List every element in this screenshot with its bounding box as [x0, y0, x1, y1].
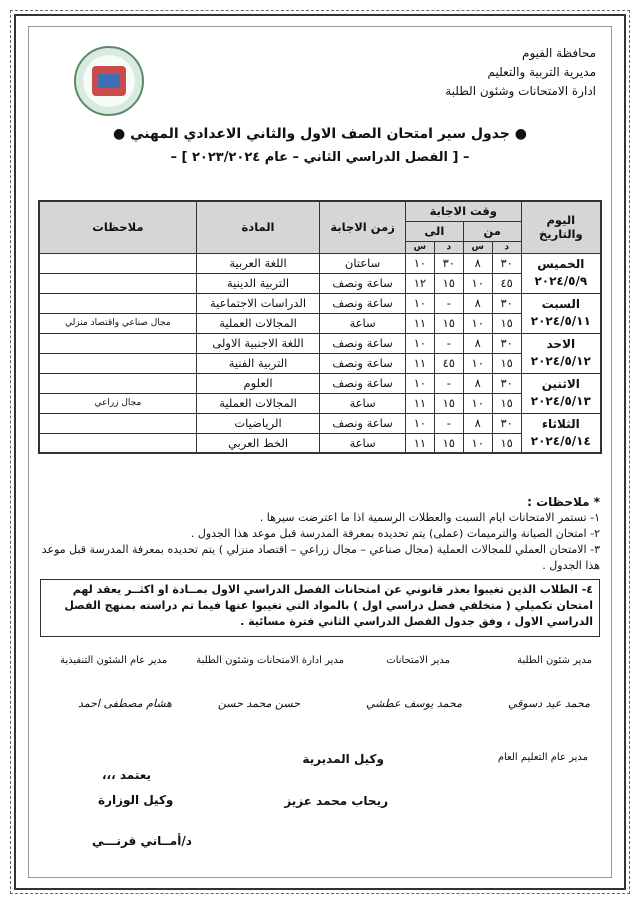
table-row [39, 413, 601, 433]
subject: الرياضيات [196, 413, 319, 433]
duration: ساعة [320, 313, 406, 333]
note: مجال صناعي واقتصاد منزلي [39, 313, 196, 333]
subject: الخط العربي [196, 433, 319, 453]
sig-title-ministry: وكيل الوزارة [98, 793, 174, 807]
day-name: الخميس [537, 257, 585, 271]
from-hours: ٨ [463, 293, 492, 313]
department-line: ادارة الامتحانات وشئون الطلبة [445, 84, 596, 98]
note [39, 333, 196, 353]
table-row [39, 293, 601, 313]
duration: ساعة ونصف [320, 333, 406, 353]
table-row [39, 433, 601, 453]
subject: المجالات العملية [196, 313, 319, 333]
sig-name-exams-admin: حسن محمد حسن [217, 697, 300, 710]
sig-name-ministry: د/أمــاني قرنـــي [92, 834, 192, 848]
note [39, 413, 196, 433]
sig-name-deputy: ريحاب محمد عزيز [284, 794, 388, 808]
table-row [39, 253, 601, 273]
from-minutes: ٣٠ [492, 373, 521, 393]
header-to: الى [405, 221, 463, 241]
from-hours: ٨ [463, 333, 492, 353]
to-minutes: ١٥ [434, 393, 463, 413]
sig-title-executive: مدير عام الشئون التنفيذية [60, 655, 168, 666]
header-from-hours: س [463, 241, 492, 253]
to-hours: ١٢ [405, 273, 434, 293]
sig-name-exams: محمد يوسف عطشي [365, 697, 462, 710]
duration: ساعة ونصف [320, 293, 406, 313]
boxed-note: ٤- الطلاب الذين تغيبوا بعذر قانوني عن امتحانات الفصل الدراسي الاول بمــادة او اكثــر يعقد لهم امتحان تكميلي ( متخلفي فصل دراسي اول ) بالمواد التي تغيبوا عنها فيما تم دراسته بمنهج الفصل الدراسي الاول ، وفق جدول الفصل الدراسي الثاني فترة مسائية . [40, 579, 600, 637]
day-date: ٢٠٢٤/٥/١٣ [530, 394, 591, 408]
governorate-line: محافظة الفيوم [522, 46, 596, 60]
from-minutes: ٤٥ [492, 273, 521, 293]
note [39, 253, 196, 273]
to-hours: ١٠ [405, 373, 434, 393]
document-title: ● جدول سير امتحان الصف الاول والثاني الاعدادي المهني ● [113, 126, 527, 142]
header-from: من [463, 221, 521, 241]
header-to-hours: س [405, 241, 434, 253]
subject: التربية الفنية [196, 353, 319, 373]
table-row [39, 313, 601, 333]
day-cell [521, 293, 601, 333]
header-answer-time: وقت الاجابة [405, 201, 521, 221]
day-date: ٢٠٢٤/٥/٩ [534, 274, 588, 288]
to-hours: ١١ [405, 393, 434, 413]
from-minutes: ٣٠ [492, 333, 521, 353]
table-row [39, 273, 601, 293]
to-hours: ١١ [405, 433, 434, 453]
from-hours: ١٠ [463, 313, 492, 333]
duration: ساعة [320, 433, 406, 453]
day-name: السبت [541, 297, 581, 311]
table-row [39, 373, 601, 393]
to-minutes: - [434, 293, 463, 313]
day-date: ٢٠٢٤/٥/١٢ [530, 354, 591, 368]
from-minutes: ١٥ [492, 433, 521, 453]
day-name: الاثنين [541, 377, 580, 391]
table-row [39, 333, 601, 353]
duration: ساعة [320, 393, 406, 413]
from-hours: ٨ [463, 373, 492, 393]
sig-title-student-affairs: مدير شئون الطلبة [517, 655, 592, 666]
note [39, 353, 196, 373]
day-name: الثلاثاء [541, 416, 580, 431]
sig-title-general-education: مدير عام التعليم العام [497, 752, 588, 763]
from-minutes: ١٥ [492, 393, 521, 413]
from-minutes: ١٥ [492, 353, 521, 373]
exam-schedule-table [38, 200, 602, 454]
to-minutes: - [434, 373, 463, 393]
header-notes: ملاحظات [39, 201, 196, 253]
duration: ساعة ونصف [320, 273, 406, 293]
to-minutes: ٣٠ [434, 253, 463, 273]
sig-title-deputy: وكيل المديرية [302, 752, 384, 766]
note-item: ٣- الامتحان العملي للمجالات العملية (مجال صناعي – مجال زراعي – اقتصاد منزلي ) يتم تحديده بمعرفة المدرسة قبل موعد هذا الجدول . [41, 543, 600, 572]
duration: ساعة ونصف [320, 373, 406, 393]
from-hours: ١٠ [463, 433, 492, 453]
subject: اللغة الاجنبية الاولى [196, 333, 319, 353]
from-minutes: ٣٠ [492, 293, 521, 313]
to-hours: ١٠ [405, 293, 434, 313]
header-duration: زمن الاجابة [320, 201, 406, 253]
sig-title-exams-admin: مدير ادارة الامتحانات وشئون الطلبة [196, 655, 344, 666]
duration: ساعتان [320, 253, 406, 273]
notes-section [40, 494, 600, 574]
to-minutes: - [434, 333, 463, 353]
note [39, 273, 196, 293]
day-cell [521, 333, 601, 373]
day-cell [521, 373, 601, 413]
approval-label: يعتمد ،،، [102, 768, 152, 782]
to-minutes: ٤٥ [434, 353, 463, 373]
note [39, 293, 196, 313]
subject: المجالات العملية [196, 393, 319, 413]
document-subtitle: – [ الفصل الدراسي الثاني – عام ٢٠٢٣/٢٠٢٤ ] – [170, 150, 470, 165]
table-row [39, 393, 601, 413]
duration: ساعة ونصف [320, 413, 406, 433]
subject: اللغة العربية [196, 253, 319, 273]
header-day-date: اليوم والتاريخ [521, 201, 601, 253]
from-hours: ١٠ [463, 353, 492, 373]
header-subject: المادة [196, 201, 319, 253]
day-date: ٢٠٢٤/٥/١١ [530, 314, 591, 328]
letterhead [356, 44, 596, 101]
from-hours: ١٠ [463, 393, 492, 413]
to-minutes: ١٥ [434, 433, 463, 453]
to-minutes: ١٥ [434, 313, 463, 333]
duration: ساعة ونصف [320, 353, 406, 373]
ministry-logo [74, 46, 144, 116]
from-minutes: ١٥ [492, 313, 521, 333]
sig-name-student-affairs: محمد عيد دسوقي [507, 697, 590, 710]
day-name: الاحد [546, 337, 576, 351]
subject: العلوم [196, 373, 319, 393]
to-minutes: ١٥ [434, 273, 463, 293]
note-item: ٢- امتحان الصيانة والترميمات (عملى) يتم تحديده بمعرفة المدرسة قبل موعد هذا الجدول . [190, 527, 600, 540]
from-minutes: ٣٠ [492, 253, 521, 273]
logo-emblem-icon [92, 66, 126, 96]
notes-heading: * ملاحظات : [527, 495, 600, 509]
note [39, 373, 196, 393]
from-hours: ٨ [463, 253, 492, 273]
table-row [39, 353, 601, 373]
to-hours: ١٠ [405, 253, 434, 273]
note-item: ١- تستمر الامتحانات ايام السبت والعطلات الرسمية اذا ما اعترضت سيرها . [259, 511, 600, 524]
to-hours: ١١ [405, 313, 434, 333]
from-minutes: ٣٠ [492, 413, 521, 433]
header-to-minutes: د [434, 241, 463, 253]
day-date: ٢٠٢٤/٥/١٤ [530, 433, 591, 448]
to-hours: ١٠ [405, 333, 434, 353]
day-cell [521, 413, 601, 453]
header-from-minutes: د [492, 241, 521, 253]
day-cell [521, 253, 601, 293]
subject: التربية الدينية [196, 273, 319, 293]
note [39, 433, 196, 453]
sig-title-exams: مدير الامتحانات [386, 655, 450, 666]
directorate-line: مديرية التربية والتعليم [487, 65, 596, 79]
sig-name-executive: هشام مصطفى احمد [78, 697, 172, 710]
to-minutes: - [434, 413, 463, 433]
from-hours: ٨ [463, 413, 492, 433]
to-hours: ١٠ [405, 413, 434, 433]
note: مجال زراعي [39, 393, 196, 413]
to-hours: ١١ [405, 353, 434, 373]
from-hours: ١٠ [463, 273, 492, 293]
subject: الدراسات الاجتماعية [196, 293, 319, 313]
